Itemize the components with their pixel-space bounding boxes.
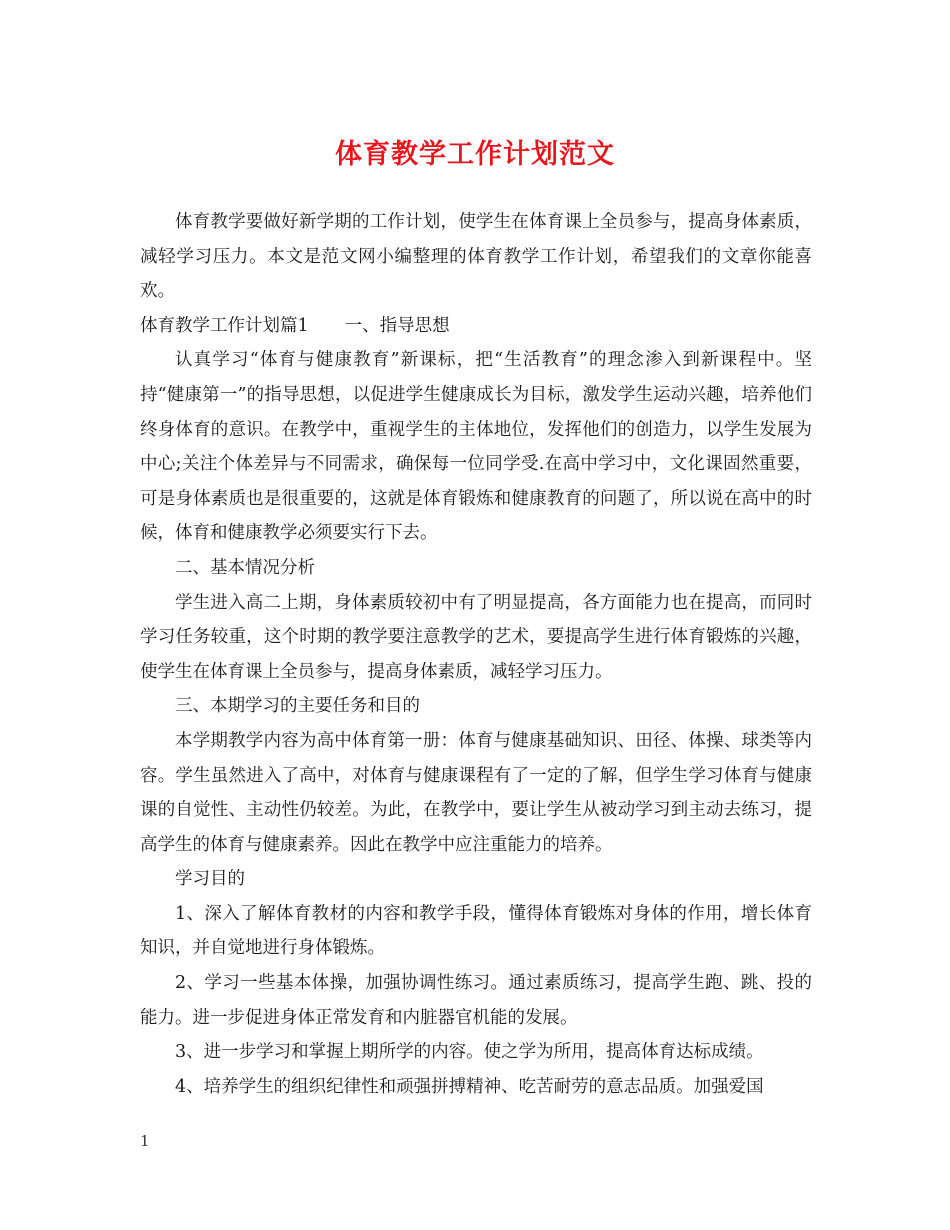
heading-guiding-ideology: 一、指导思想 xyxy=(344,315,450,336)
list-item-1: 1、深入了解体育教材的内容和教学手段，懂得体育锻炼对身体的作用，增长体育知识，并自觉地进行身体锻炼。 xyxy=(140,903,812,959)
section-heading-line xyxy=(140,309,812,344)
paragraph-main-tasks: 本学期教学内容为高中体育第一册：体育与健康基础知识、田径、体操、球类等内容。学生虽然进入了高中，对体育与健康课程有了一定的了解，但学生学习体育与健康课的自觉性、主动性仍较差。为此，在教学中，要让学生从被动学习到主动去练习，提高学生的体育与健康素养。因此在教学中应注重能力的培养。 xyxy=(140,730,812,855)
paragraph-guiding-ideology: 认真学习“体育与健康教育”新课标，把“生活教育”的理念渗入到新课程中。坚持“健康第一”的指导思想，以促进学生健康成长为目标，激发学生运动兴趣，培养他们终身体育的意识。在教学中，重视学生的主体地位，发挥他们的创造力，以学生发展为中心;关注个体差异与不同需求，确保每一位同学受.在高中学习中，文化课固然重要，可是身体素质也是很重要的，这就是体育锻炼和健康教育的问题了，所以说在高中的时候，体育和健康教学必须要实行下去。 xyxy=(140,350,812,544)
section-title: 体育教学工作计划篇1 xyxy=(140,315,309,336)
page-number: 1 xyxy=(140,1132,150,1150)
heading-basic-analysis: 二、基本情况分析 xyxy=(175,557,315,578)
heading-main-tasks: 三、本期学习的主要任务和目的 xyxy=(175,696,420,717)
list-item-2: 2、学习一些基本体操，加强协调性练习。通过素质练习，提高学生跑、跳、投的能力。进一步促进身体正常发育和内脏器官机能的发展。 xyxy=(140,973,812,1028)
document-title: 体育教学工作计划范文 xyxy=(335,139,615,170)
document-body xyxy=(140,205,812,1104)
list-item-4: 4、培养学生的组织纪律性和顽强拼搏精神、吃苦耐劳的意志品质。加强爱国 xyxy=(175,1076,764,1097)
paragraph-basic-analysis: 学生进入高二上期，身体素质较初中有了明显提高，各方面能力也在提高，而同时学习任务较重，这个时期的教学要注意教学的艺术，要提高学生进行体育锻炼的兴趣，使学生在体育课上全员参与，提高身体素质，减轻学习压力。 xyxy=(140,592,812,682)
heading-learning-goals: 学习目的 xyxy=(175,869,245,890)
list-item-3: 3、进一步学习和掌握上期所学的内容。使之学为所用，提高体育达标成绩。 xyxy=(175,1042,764,1063)
intro-paragraph: 体育教学要做好新学期的工作计划，使学生在体育课上全员参与，提高身体素质，减轻学习压力。本文是范文网小编整理的体育教学工作计划，希望我们的文章你能喜欢。 xyxy=(140,212,812,302)
